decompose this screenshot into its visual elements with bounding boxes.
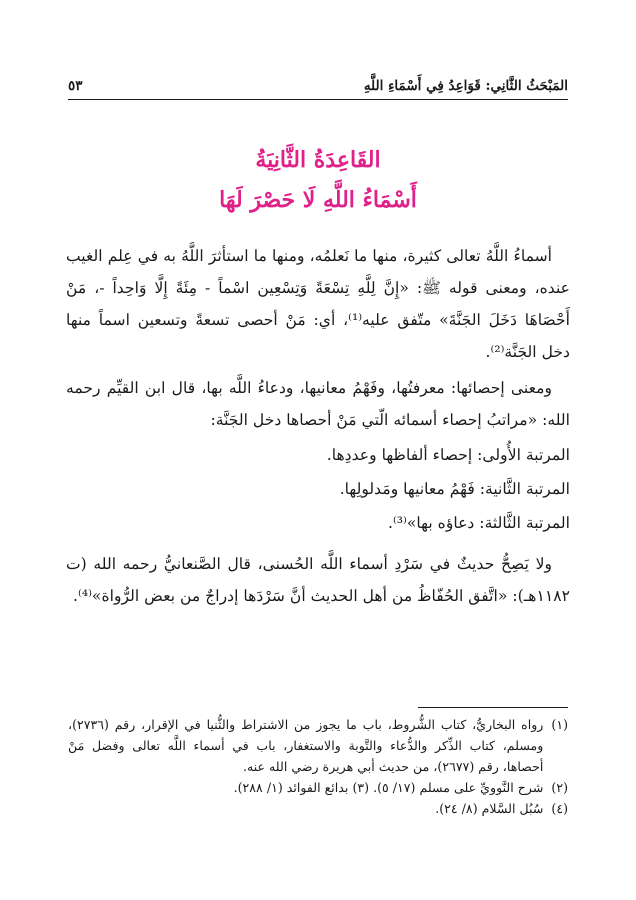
header-rule <box>68 99 568 100</box>
section-title: المَبْحَثُ الثَّانِي: قَوَاعِدُ فِي أَسْمَاءِ اللَّهِ <box>363 78 568 94</box>
page-number: ٥٣ <box>68 78 83 94</box>
footnote-text: سُبُل السَّلام (٨/ ٢٤). <box>435 801 544 816</box>
footnote-number: (٤) <box>551 801 568 816</box>
rule-title <box>68 140 568 220</box>
paragraph-names-count: أسماءُ اللَّهُ تعالى كثيرة، منها ما نَعلمُه، ومنها ما استأثرَ اللَّهُ به في عِلم الغيب عنده، ومعنى قوله ﷺ: «إِنَّ لِلَّهِ تِسْعَةً وَتِسْعِين اسْماً - مِئَةً إِلَّا وَاحِداً -، مَنْ أَحْصَاهَا دَخَلَ الجَنَّةَ» متّفق عليه⁽¹⁾، أي: مَنْ أحصى تسعةً وتسعين اسماً منها دخل الجَنَّة⁽²⁾. <box>66 247 570 361</box>
paragraph-hadith-listing: ولا يَصِحُّ حديثٌ في سَرْدِ أسماء اللَّه الحُسنى، قال الصَّنعانيُّ رحمه الله (ت ١١٨٢هـ): «اتَّفق الحُفّاظُ من أهل الحديث أنَّ سَرْدَها إدراجٌ من بعض الرُّواة»⁽⁴⁾. <box>66 555 570 605</box>
footnote-text: بدائع الفوائد (١/ ٢٨٨). <box>233 780 349 795</box>
footnotes <box>68 714 568 819</box>
running-header <box>68 70 568 94</box>
rule-title-line2: أَسْمَاءُ اللَّهِ لَا حَصْرَ لَهَا <box>219 187 417 213</box>
footnote-number: (٣) <box>352 780 370 795</box>
footnote-4 <box>68 798 568 819</box>
rule-title-line1: القَاعِدَةُ الثَّانِيَةُ <box>255 147 381 173</box>
footnote-2-3 <box>68 777 568 798</box>
paragraph-meaning-of-ihsa: ومعنى إحصائها: معرفتُها، وفَهْمُ معانيها، ودعاءُ اللَّه بها، قال ابن القيِّم رحمه الله: «مراتبُ إحصاء أسمائه الّتي مَنْ أحصاها دخل الجَنَّة: <box>66 379 570 429</box>
rank-first: المرتبة الأُولى: إحصاء ألفاظها وعددِها. <box>326 446 570 464</box>
footnote-rule <box>418 707 568 708</box>
footnote-1 <box>68 714 568 777</box>
rank-second: المرتبة الثَّانية: فَهْمُ معانيها ومَدلولِها. <box>339 480 570 498</box>
rank-third: المرتبة الثَّالثة: دعاؤه بها»⁽³⁾. <box>387 514 570 532</box>
footnote-text: رواه البخاريُّ، كتاب الشُّروط، باب ما يجوز من الاشتراط والثُّنيا في الإقرار، رقم (٢٧٣٦)، ومسلم، كتاب الذِّكر والدُّعاء والتَّوبة والاستغفار، باب في أسماء اللَّه تعالى وفضل مَنْ أحصاها، رقم (٢٦٧٧)، من حديث أبي هريرة رضي الله عنه. <box>68 717 544 774</box>
footnote-text: شرح النَّوويِّ على مسلم (١٧/ ٥). <box>373 780 544 795</box>
footnote-number: (٢) <box>551 780 568 795</box>
footnote-number: (١) <box>551 717 568 732</box>
main-text <box>66 240 570 614</box>
footnote-3 <box>234 777 369 798</box>
